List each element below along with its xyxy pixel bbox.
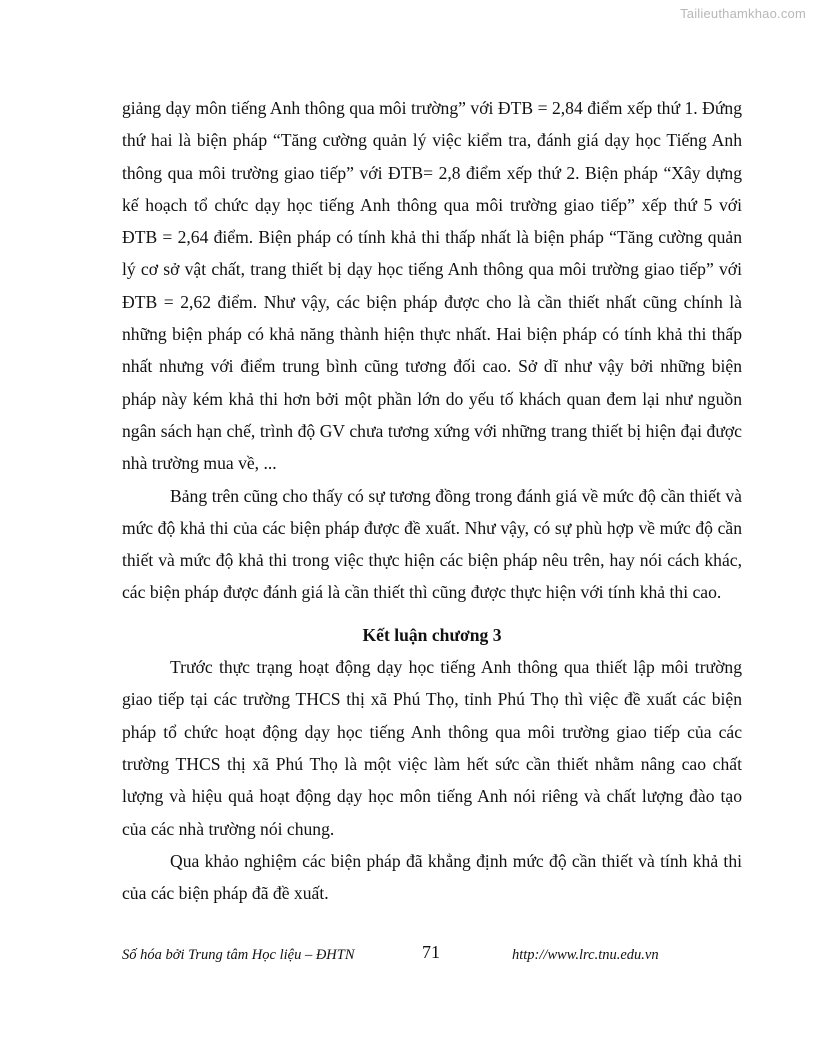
section-heading: Kết luận chương 3 — [362, 624, 502, 645]
page-footer — [122, 942, 742, 968]
watermark: Tailieuthamkhao.com — [680, 6, 806, 21]
footer-url: http://www.lrc.tnu.edu.vn — [512, 947, 659, 963]
page-number: 71 — [422, 942, 440, 962]
document-body — [122, 92, 742, 909]
paragraph-conclusion: Trước thực trạng hoạt động dạy học tiếng Anh thông qua thiết lập môi trường giao tiếp tại các trường THCS thị xã Phú Thọ, tỉnh Phú Thọ thì việc đề xuất các biện pháp tổ chức hoạt động dạy học tiếng Anh thông qua môi trường giao tiếp của các trường THCS thị xã Phú Thọ là một việc làm hết sức cần thiết nhằm nâng cao chất lượng và hiệu quả hoạt động dạy học môn tiếng Anh nói riêng và chất lượng đào tạo của các nhà trường nói chung. — [122, 657, 742, 839]
paragraph-comparison: Bảng trên cũng cho thấy có sự tương đồng trong đánh giá về mức độ cần thiết và mức độ khả thi của các biện pháp được đề xuất. Như vậy, có sự phù hợp về mức độ cần thiết và mức độ khả thi trong việc thực hiện các biện pháp nêu trên, hay nói cách khác, các biện pháp được đánh giá là cần thiết thì cũng được thực hiện với tính khả thi cao. — [122, 485, 742, 603]
footer-source: Số hóa bởi Trung tâm Học liệu – ĐHTN — [122, 947, 355, 963]
paragraph-final: Qua khảo nghiệm các biện pháp đã khẳng định mức độ cần thiết và tính khả thi của các biện pháp đã đề xuất. — [122, 850, 742, 904]
paragraph-continuation: giảng dạy môn tiếng Anh thông qua môi trường” với ĐTB = 2,84 điểm xếp thứ 1. Đứng thứ hai là biện pháp “Tăng cường quản lý việc kiểm tra, đánh giá dạy học Tiếng Anh thông qua môi trường giao tiếp” với ĐTB= 2,8 điểm xếp thứ 2. Biện pháp “Xây dựng kế hoạch tổ chức dạy học tiếng Anh thông qua môi trường giao tiếp” xếp thứ 5 với ĐTB = 2,64 điểm. Biện pháp có tính khả thi thấp nhất là biện pháp “Tăng cường quản lý cơ sở vật chất, trang thiết bị dạy học tiếng Anh thông qua môi trường giao tiếp” với ĐTB = 2,62 điểm. Như vậy, các biện pháp được cho là cần thiết nhất cũng chính là những biện pháp có khả năng thành hiện thực nhất. Hai biện pháp có tính khả thi thấp nhất nhưng với điểm trung bình cũng tương đối cao. Sở dĩ như vậy bởi những biện pháp này kém khả thi hơn bởi một phần lớn do yếu tố khách quan đem lại như nguồn ngân sách hạn chế, trình độ GV chưa tương xứng với những trang thiết bị hiện đại được nhà trường mua về, ... — [122, 98, 742, 474]
